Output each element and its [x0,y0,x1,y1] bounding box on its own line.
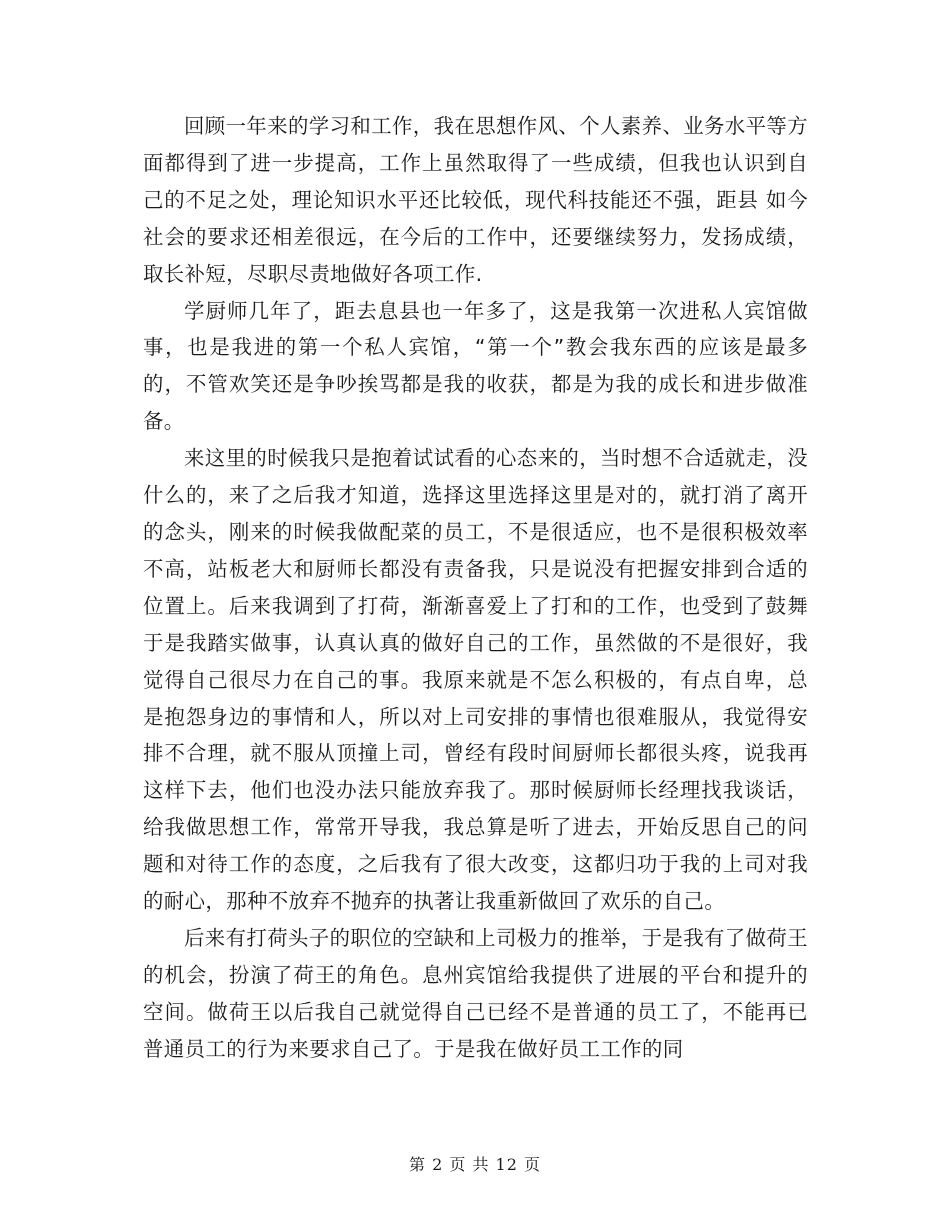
paragraph-4: 后来有打荷头子的职位的空缺和上司极力的推举，于是我有了做荷王的机会，扮演了荷王的角色。息州宾馆给我提供了进展的平台和提升的空间。做荷王以后我自己就觉得自己已经不是普通的员工了，不能再已普通员工的行为来要求自己了。于是我在做好员工工作的同 [143,925,808,1061]
paragraph-2: 学厨师几年了，距去息县也一年多了，这是我第一次进私人宾馆做事，也是我进的第一个私人宾馆，“第一个”教会我东西的应该是最多的，不管欢笑还是争吵挨骂都是我的收获，都是为我的成长和进步做准备。 [143,298,808,434]
document-body [143,108,808,1068]
paragraph-1: 回顾一年来的学习和工作，我在思想作风、个人素养、业务水平等方面都得到了进一步提高，工作上虽然取得了一些成绩，但我也认识到自己的不足之处，理论知识水平还比较低，现代科技能还不强，距县 如今社会的要求还相差很远，在今后的工作中，还要继续努力，发扬成绩，取长补短，尽职尽责地做好各项工作. [143,114,808,286]
paragraph-3: 来这里的时候我只是抱着试试看的心态来的，当时想不合适就走，没什么的，来了之后我才知道，选择这里选择这里是对的，就打消了离开的念头，刚来的时候我做配菜的员工，不是很适应，也不是很积极效率不高，站板老大和厨师长都没有责备我，只是说没有把握安排到合适的位置上。后来我调到了打荷，渐渐喜爱上了打和的工作，也受到了鼓舞于是我踏实做事，认真认真的做好自己的工作，虽然做的不是很好，我觉得自己很尽力在自己的事。我原来就是不怎么积极的，有点自卑，总是抱怨身边的事情和人，所以对上司安排的事情也很难服从，我觉得安排不合理，就不服从顶撞上司，曾经有段时间厨师长都很头疼，说我再这样下去，他们也没办法只能放弃我了。那时候厨师长经理找我谈话，给我做思想工作，常常开导我，我总算是听了进去，开始反思自己的问题和对待工作的态度，之后我有了很大改变，这都归功于我的上司对我的耐心，那种不放弃不抛弃的执著让我重新做回了欢乐的自己。 [143,446,808,914]
page-number-footer: 第 2 页 共 12 页 [409,1155,541,1174]
